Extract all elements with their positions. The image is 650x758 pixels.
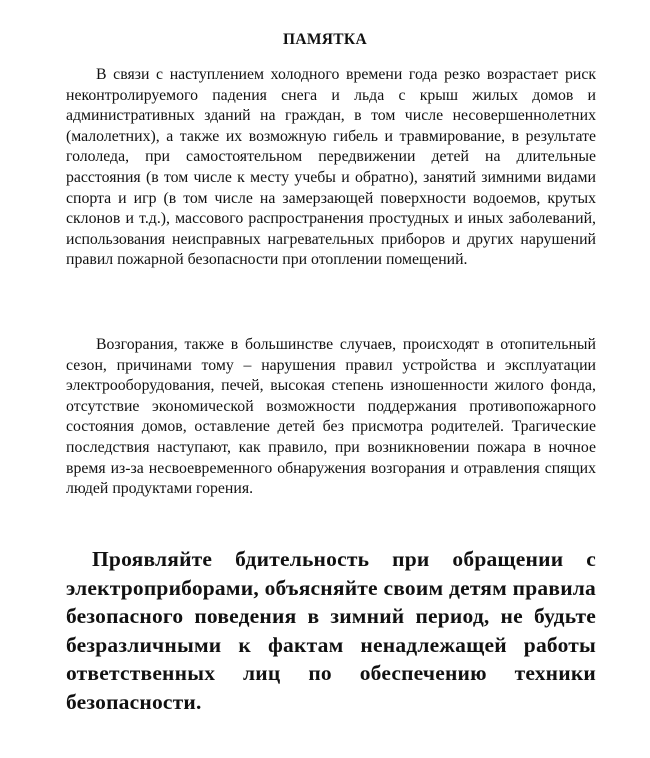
safety-notice: Проявляйте бдительность при обращении с электроприборами, объясняйте своим детям правила безопасного поведения в зимний период, не будьте безразличными к фактам ненадлежащей работы ответственных лиц по обеспечению техники безопасности. [66, 547, 596, 714]
paragraph-fires: Возгорания, также в большинстве случаев, происходят в отопительный сезон, причинами тому – нарушения правил устройства и эксплуатации электрооборудования, печей, высокая степень изношенности жилого фонда, отсутствие экономической возможности поддержания противопожарного состояния домов, оставление детей без присмотра родителей. Трагические последствия наступают, как правило, при возникновении пожара в ночное время из-за несвоевременного обнаружения возгорания и отравления спящих людей продуктами горения. [66, 336, 596, 498]
document-title: ПАМЯТКА [283, 31, 367, 48]
paragraph-risks: В связи с наступлением холодного времени года резко возрастает риск неконтролируемого падения снега и льда с крыш жилых домов и административных зданий на граждан, в том числе несовершеннолетних (малолетних), а также их возможную гибель и травмирование, в результате гололеда, при самостоятельном передвижении детей на длительные расстояния (в том числе к месту учебы и обратно), занятий зимними видами спорта и игр (в том числе на замерзающей поверхности водоемов, крутых склонов и т.д.), массового распространения простудных и иных заболеваний, использования неисправных нагревательных приборов и других нарушений правил пожарной безопасности при отоплении помещений. [66, 66, 596, 269]
